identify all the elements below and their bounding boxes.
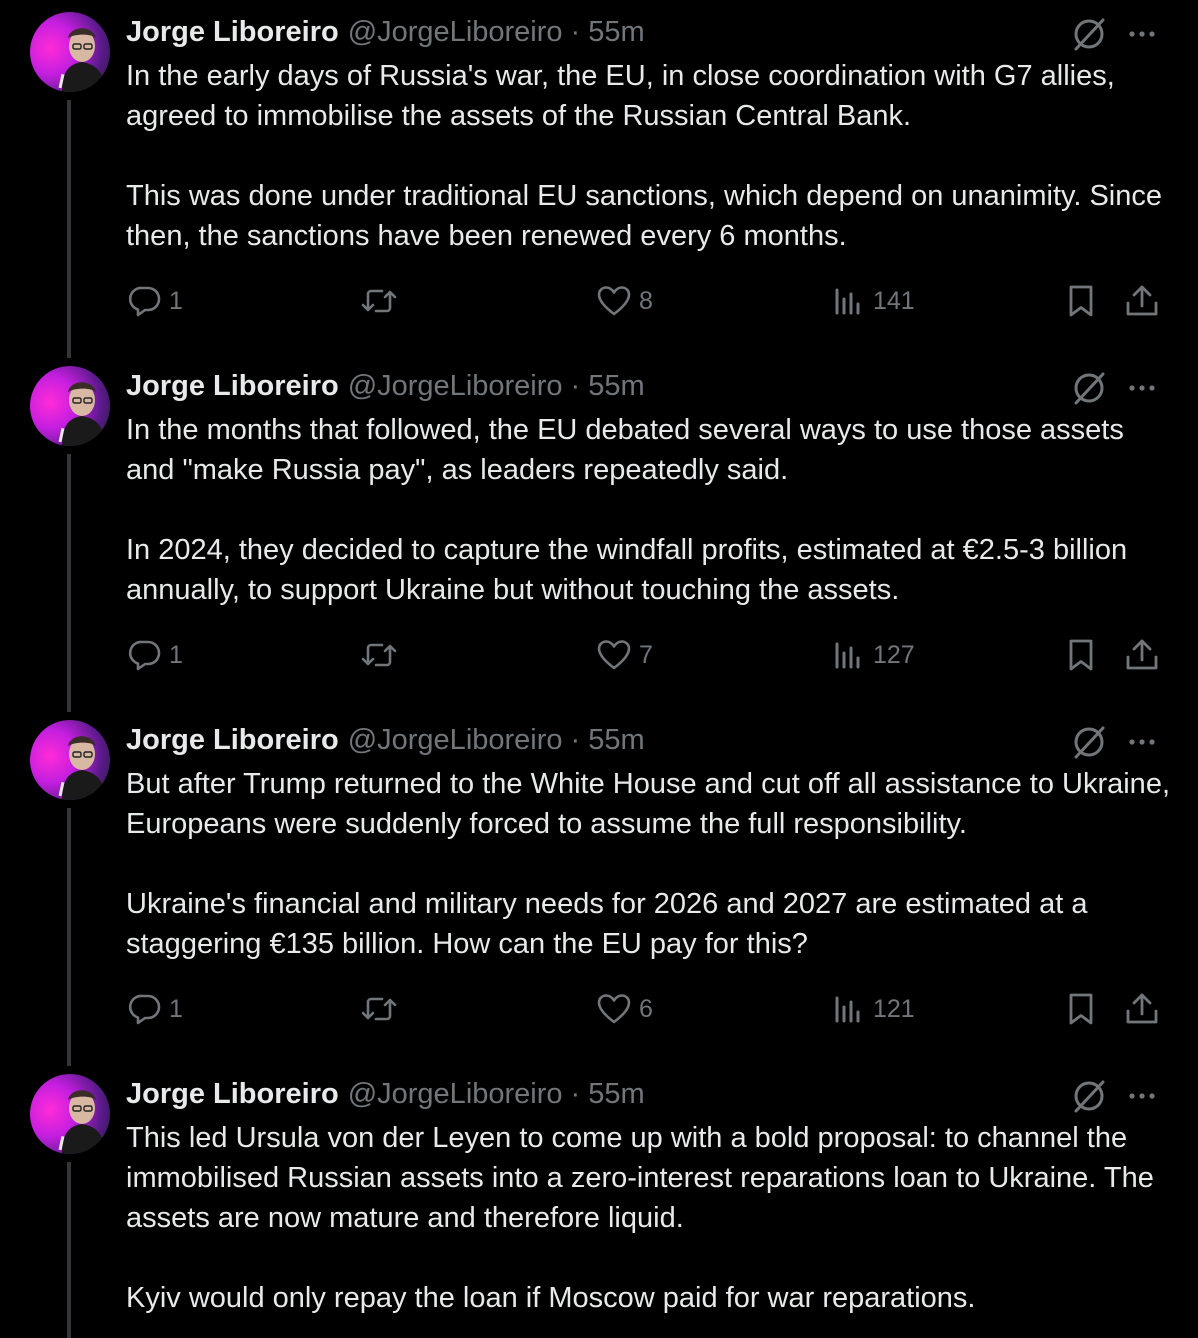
heart-icon (596, 284, 632, 318)
timestamp[interactable]: 55m (588, 723, 645, 756)
share-button[interactable] (1124, 991, 1160, 1027)
bookmark-button[interactable] (1063, 283, 1099, 319)
reply-count: 1 (169, 640, 183, 669)
avatar-image (30, 366, 110, 446)
like-count: 8 (639, 286, 653, 315)
timestamp[interactable]: 55m (588, 1077, 645, 1110)
like-count: 6 (639, 994, 653, 1023)
tweet-paragraph: But after Trump returned to the White House and cut off all assistance to Ukraine, Europeans were suddenly forced to assume the full responsibility. (126, 768, 1170, 840)
reply-button[interactable] (128, 637, 183, 673)
views-icon (832, 992, 866, 1026)
avatar-image (30, 12, 110, 92)
share-button[interactable] (1124, 283, 1160, 319)
repost-button[interactable] (360, 283, 405, 319)
thread-line (67, 352, 71, 358)
tweet-paragraph: Ukraine's financial and military needs for 2026 and 2027 are estimated at a staggering €135 billion. How can the EU pay for this? (126, 888, 1088, 960)
author-name[interactable]: Jorge Liboreiro (126, 1077, 339, 1110)
avatar[interactable] (30, 720, 110, 800)
author-name[interactable]: Jorge Liboreiro (126, 723, 339, 756)
tweet[interactable] (0, 1062, 1198, 1338)
tweet-paragraph: In 2024, they decided to capture the windfall profits, estimated at €2.5-3 billion annually, to support Ukraine but without touching the assets. (126, 534, 1128, 606)
tweet-paragraph: This was done under traditional EU sanctions, which depend on unanimity. Since then, the sanctions have been renewed every 6 months. (126, 180, 1162, 252)
reply-icon (128, 284, 162, 318)
share-icon (1124, 991, 1160, 1027)
tweet-text (126, 764, 1176, 964)
timestamp[interactable]: 55m (588, 15, 645, 48)
views-count: 141 (873, 286, 915, 315)
views-button[interactable] (832, 991, 915, 1027)
separator-dot: · (570, 1077, 581, 1110)
views-count: 127 (873, 640, 915, 669)
tweet-text (126, 56, 1176, 256)
repost-button[interactable] (360, 637, 405, 673)
grok-icon[interactable] (1071, 1078, 1107, 1114)
like-button[interactable] (596, 637, 653, 673)
reply-count: 1 (169, 994, 183, 1023)
bookmark-icon (1063, 283, 1099, 319)
tweet-paragraph: Kyiv would only repay the loan if Moscow paid for war reparations. (126, 1282, 976, 1314)
share-button[interactable] (1124, 637, 1160, 673)
repost-button[interactable] (360, 991, 405, 1027)
author-handle[interactable]: @JorgeLiboreiro (347, 723, 563, 756)
views-button[interactable] (832, 637, 915, 673)
reply-icon (128, 992, 162, 1026)
separator-dot: · (570, 723, 581, 756)
avatar-image (30, 1074, 110, 1154)
bookmark-icon (1063, 637, 1099, 673)
grok-icon[interactable] (1071, 370, 1107, 406)
author-handle[interactable]: @JorgeLiboreiro (347, 369, 563, 402)
heart-icon (596, 638, 632, 672)
bookmark-button[interactable] (1063, 637, 1099, 673)
tweet[interactable] (0, 354, 1198, 708)
views-icon (832, 638, 866, 672)
tweet[interactable] (0, 0, 1198, 354)
bookmark-icon (1063, 991, 1099, 1027)
thread-line (67, 706, 71, 712)
tweet-text (126, 410, 1176, 610)
grok-icon[interactable] (1071, 724, 1107, 760)
more-icon[interactable] (1124, 370, 1160, 406)
tweet-paragraph: In the months that followed, the EU debated several ways to use those assets and "make Russia pay", as leaders repeatedly said. (126, 414, 1124, 486)
author-name[interactable]: Jorge Liboreiro (126, 369, 339, 402)
tweet-paragraph: In the early days of Russia's war, the EU, in close coordination with G7 allies, agreed to immobilise the assets of the Russian Central Bank. (126, 60, 1115, 132)
like-button[interactable] (596, 283, 653, 319)
reply-button[interactable] (128, 991, 183, 1027)
share-icon (1124, 637, 1160, 673)
avatar[interactable] (30, 12, 110, 92)
views-button[interactable] (832, 283, 915, 319)
repost-icon (360, 638, 398, 672)
reply-count: 1 (169, 286, 183, 315)
reply-icon (128, 638, 162, 672)
like-count: 7 (639, 640, 653, 669)
action-bar (0, 283, 1198, 319)
bookmark-button[interactable] (1063, 991, 1099, 1027)
author-handle[interactable]: @JorgeLiboreiro (347, 1077, 563, 1110)
thread-line (67, 1060, 71, 1066)
author-handle[interactable]: @JorgeLiboreiro (347, 15, 563, 48)
repost-icon (360, 284, 398, 318)
more-icon[interactable] (1124, 1078, 1160, 1114)
avatar-image (30, 720, 110, 800)
share-icon (1124, 283, 1160, 319)
views-icon (832, 284, 866, 318)
separator-dot: · (570, 369, 581, 402)
tweet-text (126, 1118, 1176, 1318)
action-bar (0, 991, 1198, 1027)
reply-button[interactable] (128, 283, 183, 319)
repost-icon (360, 992, 398, 1026)
grok-icon[interactable] (1071, 16, 1107, 52)
tweet[interactable] (0, 708, 1198, 1062)
thread-line (67, 1162, 71, 1338)
avatar[interactable] (30, 366, 110, 446)
like-button[interactable] (596, 991, 653, 1027)
views-count: 121 (873, 994, 915, 1023)
heart-icon (596, 992, 632, 1026)
tweet-paragraph: This led Ursula von der Leyen to come up with a bold proposal: to channel the immobilised Russian assets into a zero-interest reparations loan to Ukraine. The assets are now mature and therefore liquid. (126, 1122, 1154, 1234)
separator-dot: · (570, 15, 581, 48)
avatar[interactable] (30, 1074, 110, 1154)
author-name[interactable]: Jorge Liboreiro (126, 15, 339, 48)
more-icon[interactable] (1124, 16, 1160, 52)
action-bar (0, 637, 1198, 673)
timestamp[interactable]: 55m (588, 369, 645, 402)
more-icon[interactable] (1124, 724, 1160, 760)
